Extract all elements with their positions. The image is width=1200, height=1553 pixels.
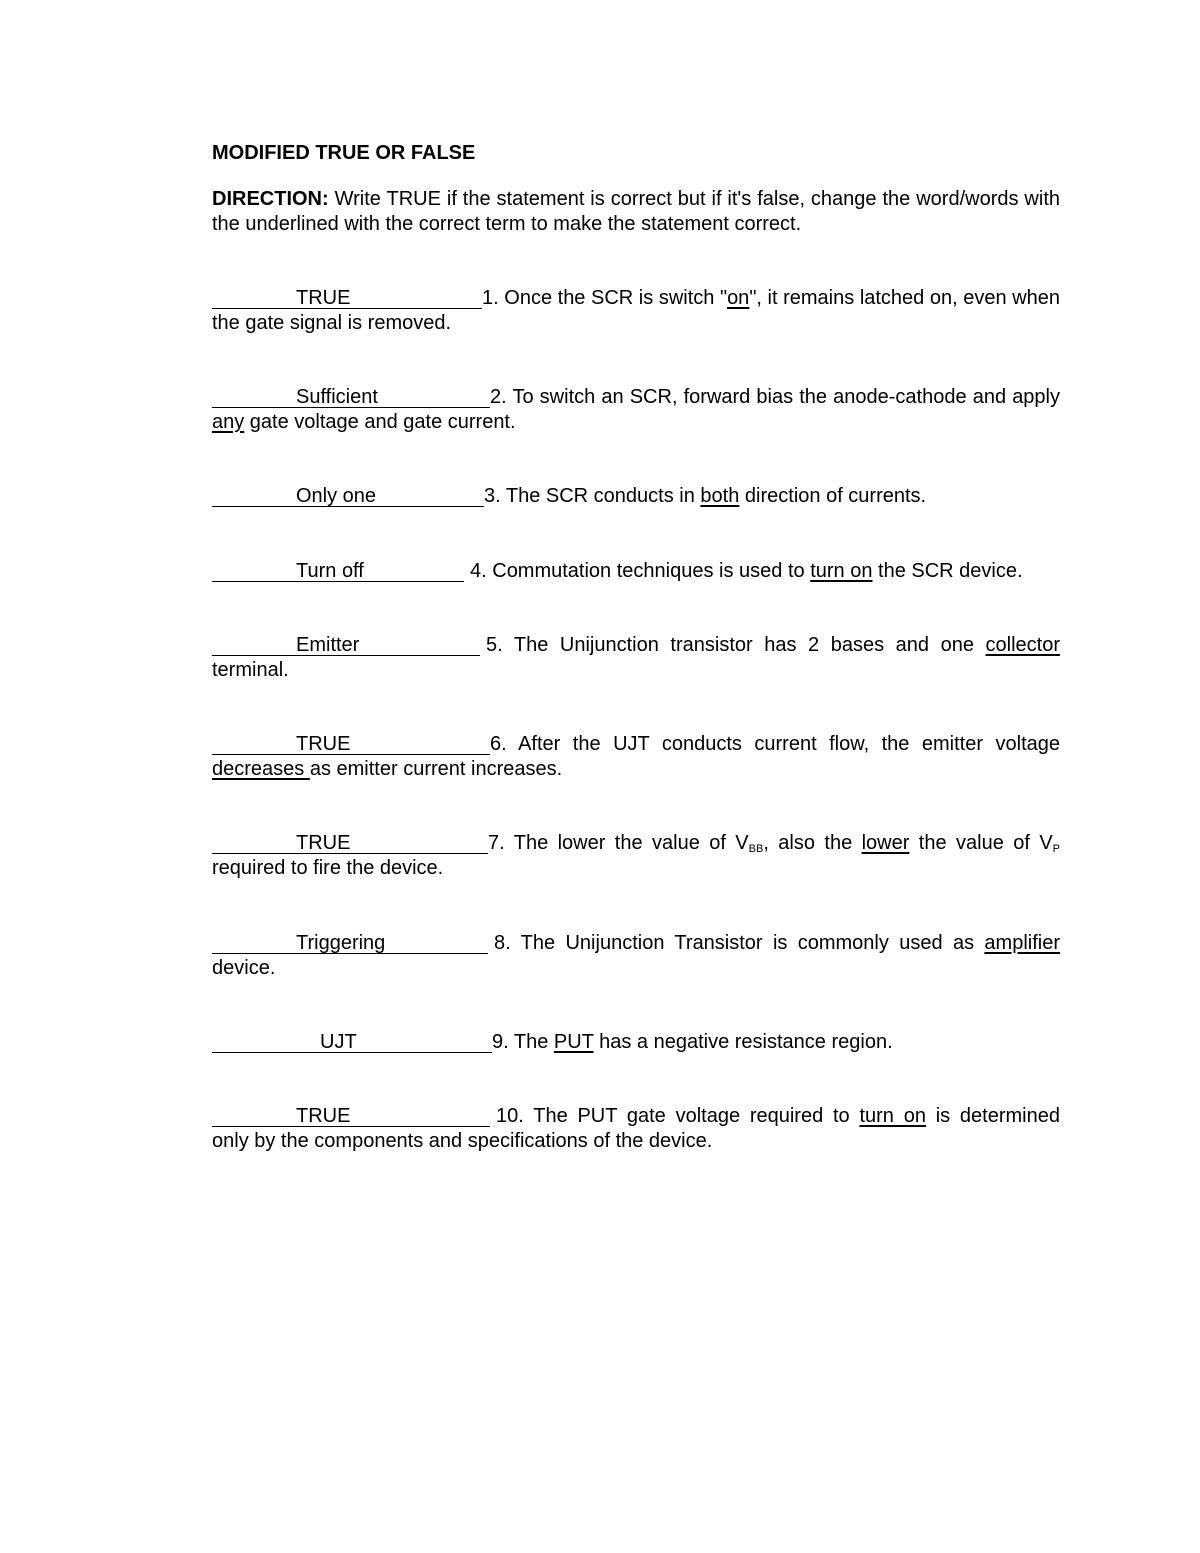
question-number-10: 10. [496,1105,524,1127]
question-text-3: The SCR conducts in [500,485,701,507]
question-text-4: Commutation techniques is used to [486,560,811,582]
answer-blank-1 [212,287,482,309]
answer-3: Only one [296,485,377,507]
answer-blank-5 [212,634,480,656]
answer-blank-3 [212,485,484,507]
question-item-5 [212,633,1060,683]
underlined-term-4: turn on [810,560,873,582]
answer-4: Turn off [296,560,364,582]
underlined-term-2: any [212,411,245,433]
direction-label: DIRECTION: [212,188,329,210]
answer-6: TRUE [296,733,351,755]
question-text-1-end: ", it remains latched on, even when the gate signal is removed. [212,287,1061,334]
underlined-term-7: lower [861,832,910,854]
answer-9: UJT [320,1031,357,1053]
subscript-p: P [1052,843,1061,855]
answer-blank-2 [212,386,490,408]
underlined-term-3: both [700,485,740,507]
question-number-6: 6. [490,733,507,755]
answer-blank-7 [212,832,488,854]
question-text-2: To switch an SCR, forward bias the anode-cathode and apply [506,386,1060,408]
question-text-6: After the UJT conducts current flow, the emitter voltage [506,733,1060,755]
direction-paragraph [212,187,1060,237]
answer-7: TRUE [296,832,351,854]
answer-10: TRUE [296,1105,351,1127]
question-text-7-tail: required to fire the device. [212,857,444,879]
question-text-10-end: is determined only by the components and specifications of the device. [212,1105,1060,1152]
underlined-term-10: turn on [859,1105,926,1127]
answer-2: Sufficient [296,386,378,408]
question-text-5: The Unijunction transistor has 2 bases and one [502,634,986,656]
answer-blank-10 [212,1105,490,1127]
underlined-term-6: decreases [212,758,310,780]
question-number-5: 5. [486,634,503,656]
answer-blank-8 [212,932,488,954]
question-number-1: 1. [482,287,499,309]
question-text-9: The [508,1031,554,1053]
answer-blank-6 [212,733,490,755]
question-text-7: The lower the value of V [504,832,749,854]
question-text-9-end: has a negative resistance region. [593,1031,893,1053]
underlined-term-9: PUT [553,1031,594,1053]
answer-1: TRUE [296,287,351,309]
question-item-3 [212,484,1060,509]
direction-text: Write TRUE if the statement is correct but if it's false, change the word/words with the underlined with the correct term to make the statement correct. [212,188,1060,235]
question-text-1: Once the SCR is switch " [498,287,728,309]
question-text-10: The PUT gate voltage required to [523,1105,860,1127]
question-number-2: 2. [490,386,507,408]
question-text-8-end: device. [212,957,276,979]
question-item-2 [212,385,1060,435]
question-number-3: 3. [484,485,501,507]
question-number-8: 8. [494,932,511,954]
question-number-9: 9. [492,1031,509,1053]
answer-8: Triggering [296,932,386,954]
answer-5: Emitter [296,634,360,656]
question-item-9 [212,1030,1060,1055]
answer-blank-4 [212,560,464,582]
question-item-6 [212,732,1060,782]
question-item-4 [212,559,1060,584]
underlined-term-1: on [727,287,750,309]
question-number-7: 7. [488,832,505,854]
question-number-4: 4. [470,560,487,582]
page-title: MODIFIED TRUE OR FALSE [212,142,476,164]
question-item-8 [212,931,1060,981]
question-text-2-end: gate voltage and gate current. [244,411,516,433]
question-text-7-end: the value of V [909,832,1053,854]
underlined-term-5: collector [985,634,1060,656]
question-item-10 [212,1104,1060,1154]
question-item-7 [212,831,1060,881]
question-text-6-end: as emitter current increases. [309,758,563,780]
question-text-5-end: terminal. [212,659,289,681]
question-item-1 [212,286,1060,336]
subscript-bb: BB [748,843,764,855]
question-text-4-end: the SCR device. [872,560,1023,582]
question-text-8: The Unijunction Transistor is commonly used as [510,932,985,954]
underlined-term-8: amplifier [984,932,1060,954]
question-text-7-mid: , also the [763,832,862,854]
question-text-3-end: direction of currents. [739,485,927,507]
answer-blank-9 [212,1031,492,1053]
